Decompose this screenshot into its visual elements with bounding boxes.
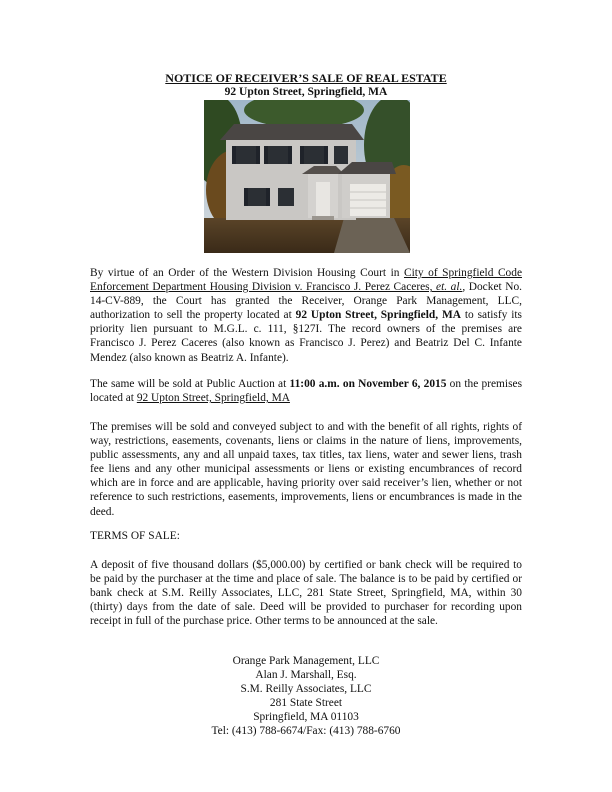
property-address-heading: 92 Upton Street, Springfield, MA — [224, 86, 388, 98]
auction-location-text: 92 Upton Street, Springfield, MA — [136, 392, 290, 405]
auction-intro-text: The same will be sold at Public Auction at — [90, 378, 290, 390]
signature-city: Springfield, MA 01103 — [253, 711, 359, 724]
signature-phone: Tel: (413) 788-6674/Fax: (413) 788-6760 — [211, 725, 401, 738]
signature-block — [0, 654, 612, 739]
signature-street: 281 State Street — [269, 697, 343, 710]
signature-firm: S.M. Reilly Associates, LLC — [240, 683, 372, 696]
notice-title: NOTICE OF RECEIVER’S SALE OF REAL ESTATE — [165, 71, 447, 85]
auction-time-text: 11:00 a.m. on November 6, 2015 — [289, 378, 447, 390]
terms-heading: TERMS OF SALE: — [90, 530, 180, 542]
property-address-bold: 92 Upton Street, Springfield, MA — [295, 309, 461, 322]
signature-attorney: Alan J. Marshall, Esq. — [255, 669, 357, 682]
auction-paragraph — [90, 377, 522, 405]
auction-mid-text: on the premises located at — [90, 378, 522, 405]
conveyance-paragraph: The premises will be sold and conveyed subject to and with the benefit of all rights, rights of way, restrictions, easements, covenants, liens or claims in the nature of liens, improvements, public assessments, any and all unpaid taxes, tax titles, tax liens, water and sewer liens, trash fee liens and any other municipal assessments or liens or existing encumbrances of record which are in force and are applicable, having priority over said receiver’s lien, whether or not reference to such restrictions, easements, improvements, liens or encumbrances is made in the deed. — [90, 421, 522, 518]
docket-text: , Docket No. 14-CV-889, the Court has granted the Receiver, Orange Park Management, LLC, authorization to sell the property located at — [90, 281, 522, 322]
et-al-text: et. al. — [436, 281, 463, 294]
signature-company: Orange Park Management, LLC — [232, 655, 380, 667]
owners-text: to satisfy its priority lien pursuant to M.G.L. c. 111, §127I. The record owners of the premises are Francisco J. Perez Caceres (also known as Francisco J. Perez) and Beatriz Del C. Infante Mendez (also known as Beatriz A. Infante). — [90, 309, 522, 364]
terms-paragraph: A deposit of five thousand dollars ($5,000.00) by certified or bank check will be required to be paid by the purchaser at the time and place of sale. The balance is to be paid by certified or bank check at S.M. Reilly Associates, LLC, 281 State Street, Springfield, MA, within 30 (thirty) days from the date of sale. Deed will be provided to purchaser for recording upon receipt in full of the purchase price. Other terms to be announced at the sale. — [90, 559, 522, 628]
order-paragraph — [90, 266, 522, 365]
case-name-text: City of Springfield Code Enforcement Department Housing Division v. Francisco J. Perez Caceres, — [90, 267, 522, 294]
order-intro-text: By virtue of an Order of the Western Division Housing Court in — [90, 267, 404, 279]
house-photo — [204, 100, 410, 253]
